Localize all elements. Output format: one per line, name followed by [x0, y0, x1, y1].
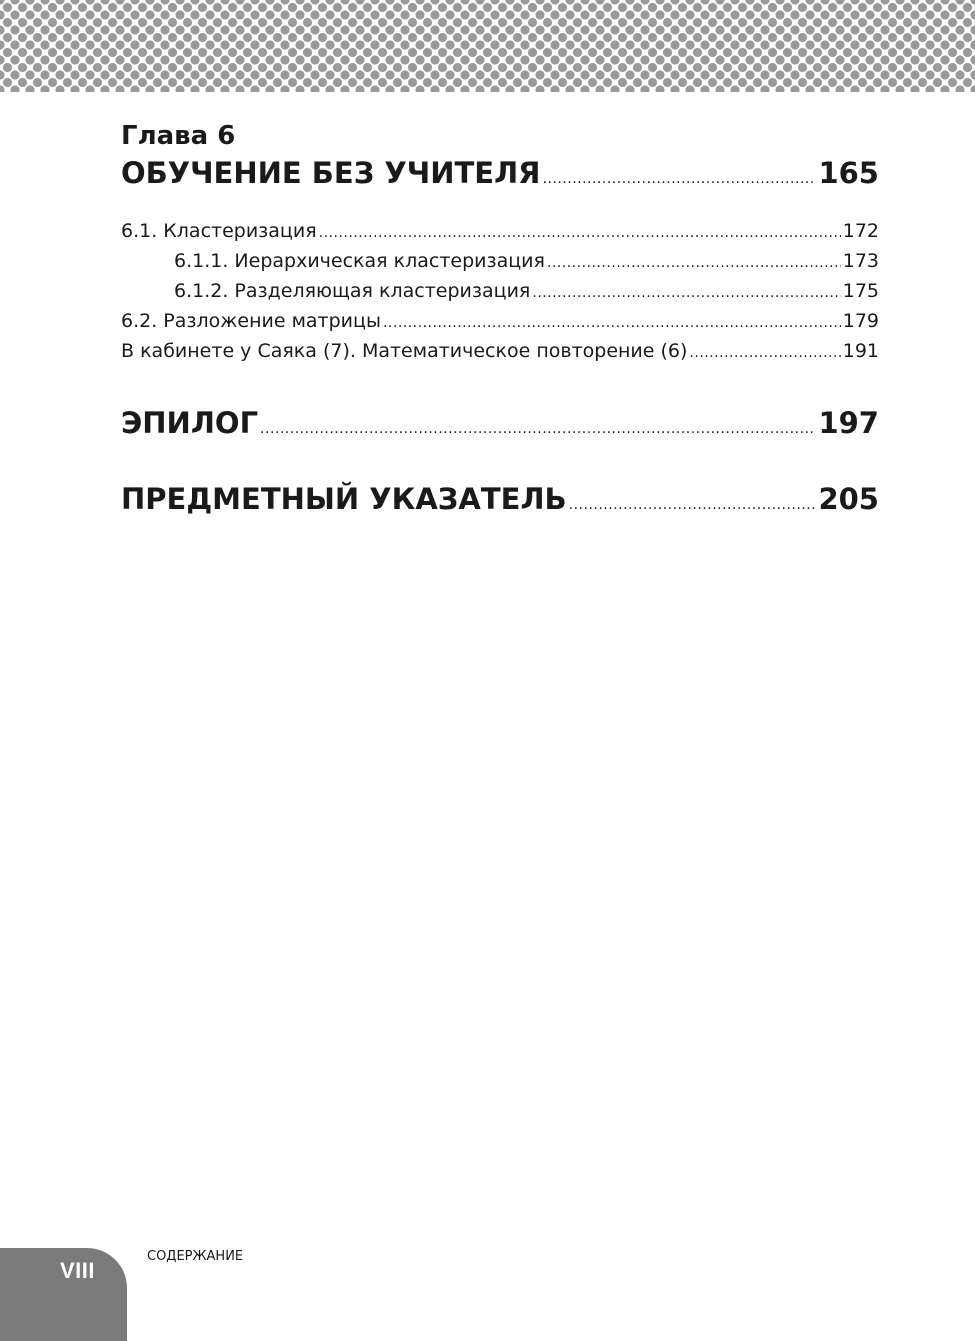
- toc-entry[interactable]: [121, 246, 879, 276]
- dot-leader: [319, 218, 841, 248]
- toc-entry-title: 6.1. Кластеризация: [121, 220, 317, 242]
- dot-leader: [260, 408, 816, 450]
- toc-entry[interactable]: [121, 336, 879, 366]
- toc-entry-page: 175: [842, 280, 879, 302]
- chapter-page: 165: [818, 156, 879, 190]
- dot-leader: [569, 484, 817, 526]
- chapter-title-row[interactable]: [121, 152, 879, 194]
- index-row[interactable]: [121, 478, 879, 520]
- dot-leader: [383, 308, 841, 338]
- dot-leader: [543, 158, 817, 200]
- epilog-page: 197: [818, 406, 879, 440]
- toc-entry[interactable]: [121, 276, 879, 306]
- toc-entry[interactable]: [121, 216, 879, 246]
- toc-entry-title: 6.1.2. Разделяющая кластеризация: [174, 280, 531, 302]
- dot-leader: [532, 278, 840, 308]
- dotted-header-band: [0, 0, 975, 92]
- running-section-label: СОДЕРЖАНИЕ: [147, 1249, 244, 1264]
- toc-entry[interactable]: [121, 306, 879, 336]
- page-number: VIII: [60, 1258, 96, 1283]
- chapter-title: ОБУЧЕНИЕ БЕЗ УЧИТЕЛЯ: [121, 156, 541, 190]
- toc-entry-page: 173: [842, 250, 879, 272]
- index-page: 205: [818, 482, 879, 516]
- toc-entry-page: 172: [842, 220, 879, 242]
- dot-leader: [689, 338, 840, 368]
- toc-entry-title: 6.2. Разложение матрицы: [121, 310, 381, 332]
- chapter-label: Глава 6: [121, 121, 236, 151]
- toc-entry-page: 179: [842, 310, 879, 332]
- toc-entry-page: 191: [842, 340, 879, 362]
- toc-entries: [121, 216, 879, 366]
- index-title: ПРЕДМЕТНЫЙ УКАЗАТЕЛЬ: [121, 482, 567, 516]
- spacer: [121, 366, 879, 402]
- toc-entry-title: 6.1.1. Иерархическая кластеризация: [174, 250, 545, 272]
- dot-leader: [547, 248, 841, 278]
- epilog-row[interactable]: [121, 402, 879, 444]
- epilog-title: ЭПИЛОГ: [121, 406, 259, 440]
- toc-entry-title: В кабинете у Саяка (7). Математическое повторение (6): [121, 340, 688, 362]
- table-of-contents: [121, 120, 879, 520]
